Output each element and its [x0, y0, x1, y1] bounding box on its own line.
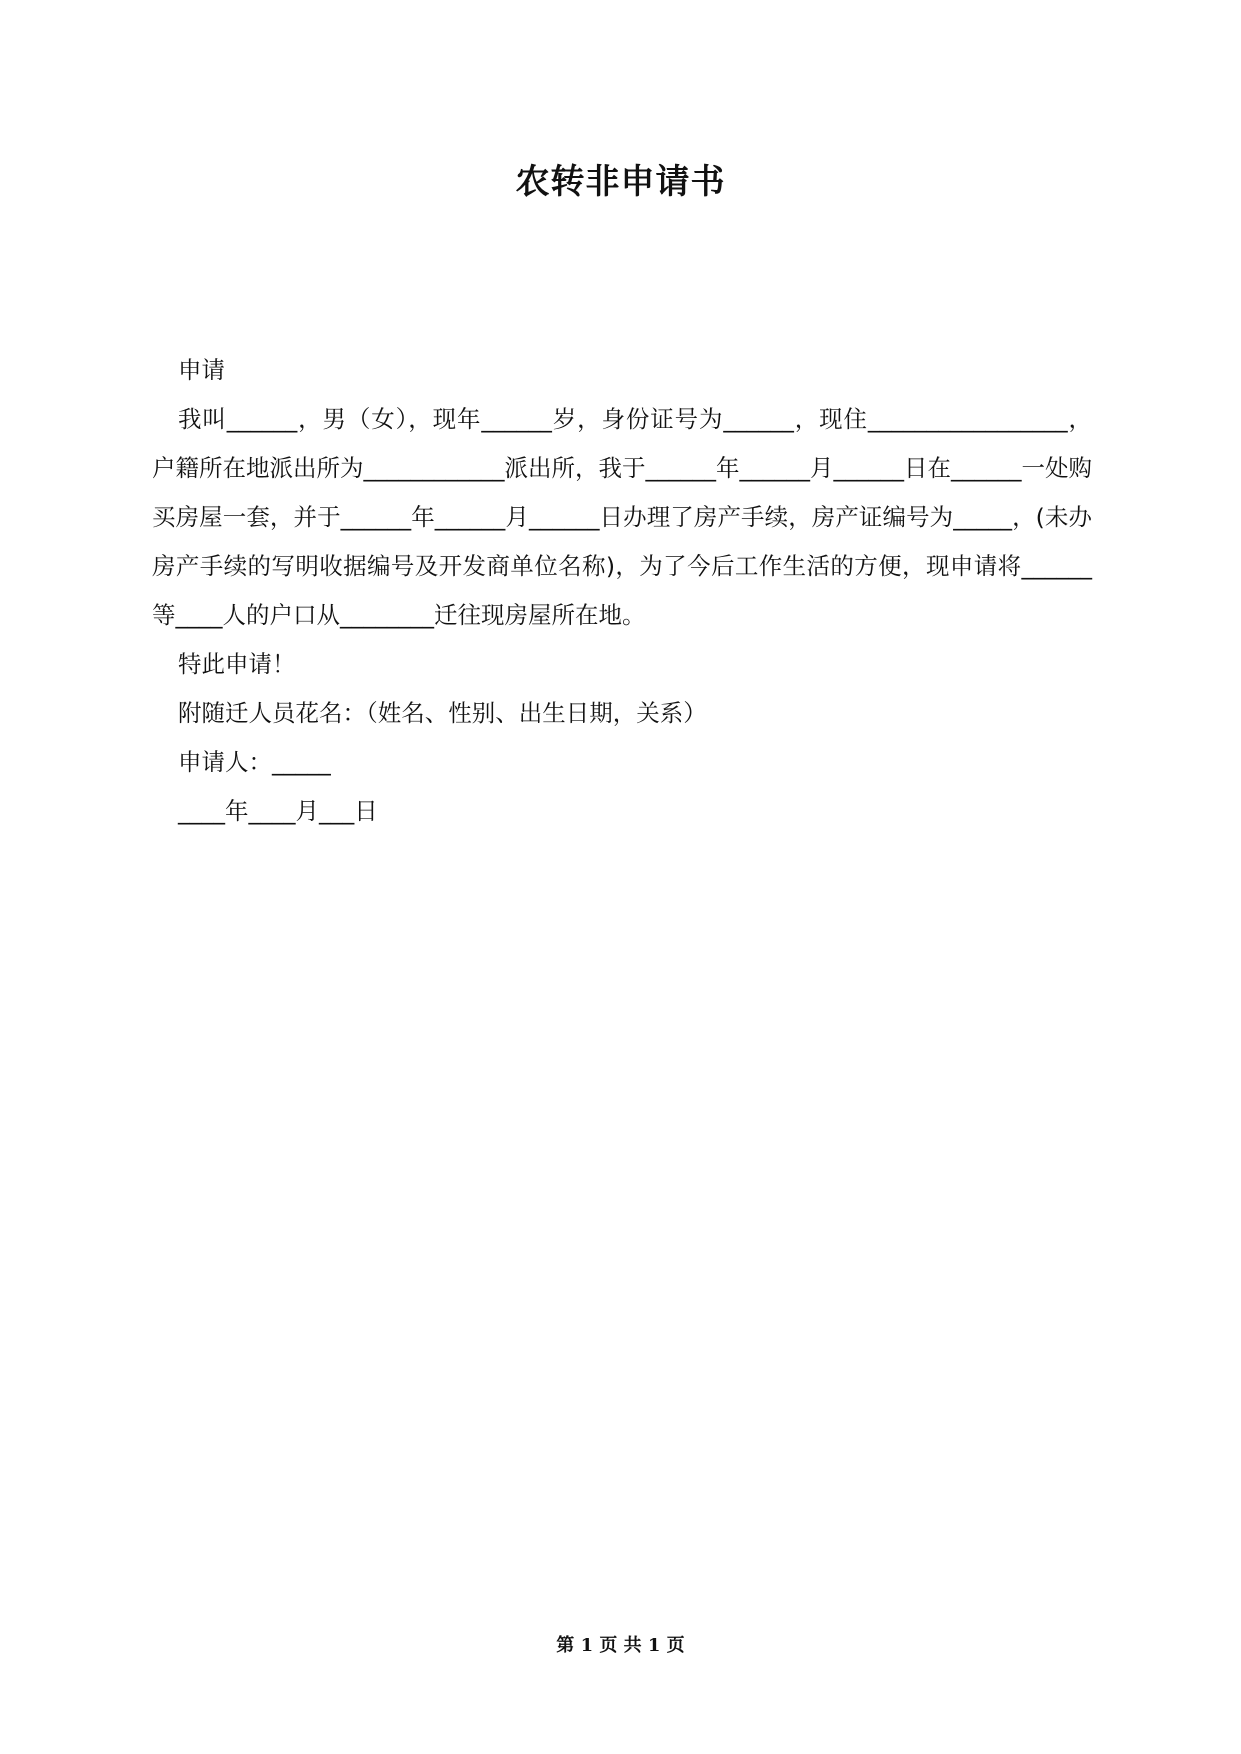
page-footer: 第 1 页 共 1 页: [556, 1635, 685, 1656]
application-paragraph: 我叫______，男（女），现年______岁，身份证号为______，现住_________________，户籍所在地派出所为____________派出所，我于______年______月______日在______一处购买房屋一套，并于______年______月______日办理了房产手续，房产证编号为_____，(未办房产手续的写明收据编号及开发商单位名称)，为了今后工作生活的方便，现申请将______等____人的户口从________迁往现房屋所在地。: [152, 405, 1092, 629]
applicant-line: 申请人：_____: [178, 748, 331, 776]
date-line: ____年____月___日: [178, 797, 378, 825]
document-title: 农转非申请书: [515, 162, 726, 202]
closing-line: 特此申请！: [178, 650, 296, 678]
salutation: 申请: [178, 356, 225, 384]
document-body: [152, 346, 1092, 836]
accompanying-persons-line: 附随迁人员花名：（姓名、性别、出生日期，关系）: [178, 699, 707, 727]
